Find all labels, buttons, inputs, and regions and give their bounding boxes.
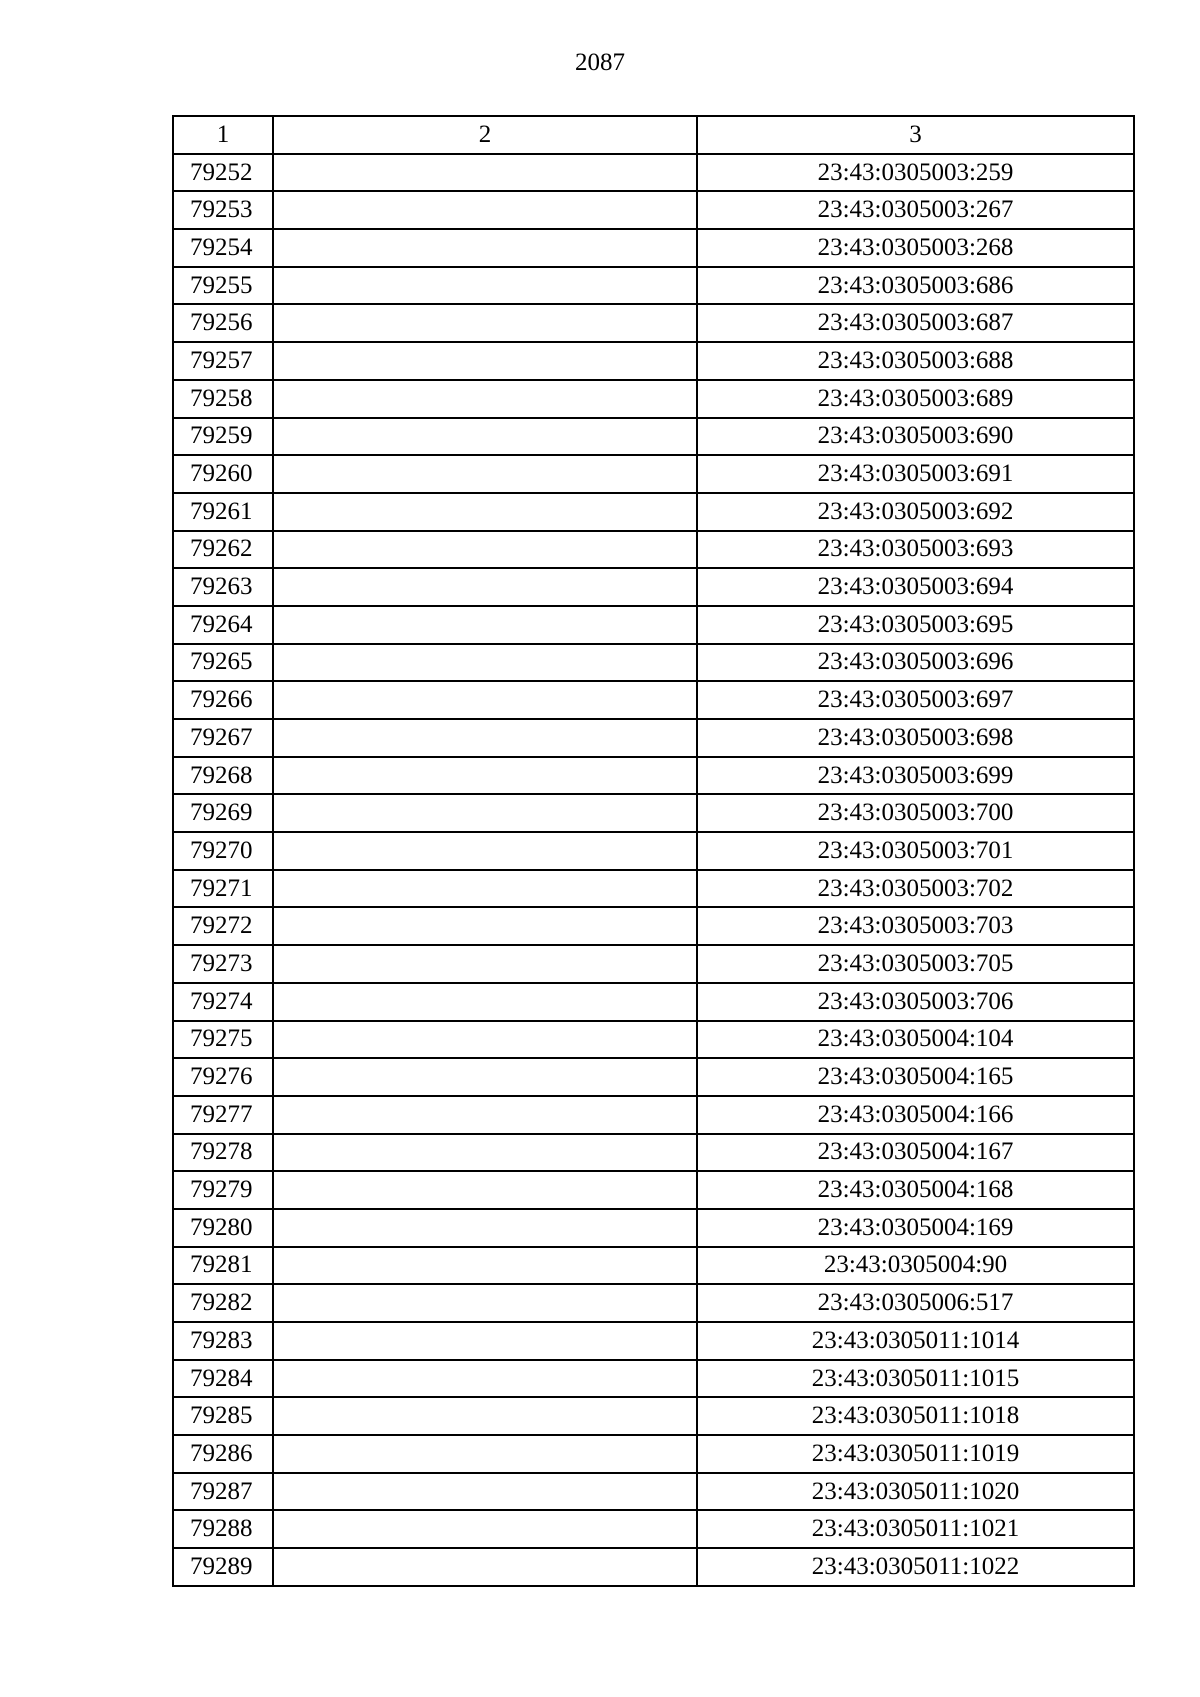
- cadastral-number-cell: 23:43:0305003:267: [697, 191, 1134, 229]
- row-description-cell: [273, 1058, 697, 1096]
- table-row: [173, 870, 1134, 908]
- table-row: [173, 1134, 1134, 1172]
- register-table: [172, 115, 1135, 1587]
- cadastral-number-cell: 23:43:0305003:690: [697, 418, 1134, 456]
- row-description-cell: [273, 719, 697, 757]
- cadastral-number-cell: 23:43:0305004:165: [697, 1058, 1134, 1096]
- row-number-cell: 79256: [173, 304, 273, 342]
- row-number-cell: 79263: [173, 568, 273, 606]
- cadastral-number-cell: 23:43:0305003:700: [697, 794, 1134, 832]
- column-header-3: 3: [697, 116, 1134, 154]
- row-description-cell: [273, 757, 697, 795]
- cadastral-number-cell: 23:43:0305003:696: [697, 644, 1134, 682]
- table-row: [173, 1548, 1134, 1586]
- row-number-cell: 79278: [173, 1134, 273, 1172]
- row-description-cell: [273, 191, 697, 229]
- table-row: [173, 719, 1134, 757]
- row-number-cell: 79284: [173, 1360, 273, 1398]
- table-row: [173, 1510, 1134, 1548]
- row-description-cell: [273, 568, 697, 606]
- cadastral-number-cell: 23:43:0305003:706: [697, 983, 1134, 1021]
- table-body: [173, 154, 1134, 1586]
- row-number-cell: 79279: [173, 1171, 273, 1209]
- row-description-cell: [273, 1397, 697, 1435]
- table-row: [173, 907, 1134, 945]
- row-number-cell: 79275: [173, 1021, 273, 1059]
- table-row: [173, 832, 1134, 870]
- row-description-cell: [273, 1134, 697, 1172]
- table-row: [173, 531, 1134, 569]
- table-row: [173, 1284, 1134, 1322]
- row-number-cell: 79283: [173, 1322, 273, 1360]
- row-number-cell: 79259: [173, 418, 273, 456]
- row-description-cell: [273, 455, 697, 493]
- row-number-cell: 79281: [173, 1247, 273, 1285]
- row-number-cell: 79265: [173, 644, 273, 682]
- cadastral-number-cell: 23:43:0305011:1021: [697, 1510, 1134, 1548]
- cadastral-number-cell: 23:43:0305004:104: [697, 1021, 1134, 1059]
- row-description-cell: [273, 1322, 697, 1360]
- page-number: 2087: [575, 49, 625, 76]
- table-row: [173, 1360, 1134, 1398]
- cadastral-number-cell: 23:43:0305003:691: [697, 455, 1134, 493]
- cadastral-number-cell: 23:43:0305004:169: [697, 1209, 1134, 1247]
- table-row: [173, 606, 1134, 644]
- table-row: [173, 945, 1134, 983]
- table-row: [173, 1021, 1134, 1059]
- table-row: [173, 1247, 1134, 1285]
- row-number-cell: 79258: [173, 380, 273, 418]
- cadastral-number-cell: 23:43:0305003:703: [697, 907, 1134, 945]
- row-description-cell: [273, 1171, 697, 1209]
- row-description-cell: [273, 1510, 697, 1548]
- table-row: [173, 493, 1134, 531]
- cadastral-number-cell: 23:43:0305011:1014: [697, 1322, 1134, 1360]
- row-number-cell: 79289: [173, 1548, 273, 1586]
- cadastral-number-cell: 23:43:0305004:167: [697, 1134, 1134, 1172]
- cadastral-number-cell: 23:43:0305003:693: [697, 531, 1134, 569]
- row-description-cell: [273, 154, 697, 192]
- row-number-cell: 79274: [173, 983, 273, 1021]
- table-row: [173, 191, 1134, 229]
- row-description-cell: [273, 229, 697, 267]
- row-description-cell: [273, 1209, 697, 1247]
- row-number-cell: 79273: [173, 945, 273, 983]
- table-row: [173, 1397, 1134, 1435]
- table-row: [173, 757, 1134, 795]
- table-row: [173, 455, 1134, 493]
- column-header-2: 2: [273, 116, 697, 154]
- row-description-cell: [273, 1284, 697, 1322]
- row-number-cell: 79286: [173, 1435, 273, 1473]
- table-row: [173, 1435, 1134, 1473]
- row-description-cell: [273, 493, 697, 531]
- cadastral-number-cell: 23:43:0305011:1018: [697, 1397, 1134, 1435]
- cadastral-number-cell: 23:43:0305011:1019: [697, 1435, 1134, 1473]
- cadastral-number-cell: 23:43:0305006:517: [697, 1284, 1134, 1322]
- row-description-cell: [273, 1021, 697, 1059]
- row-description-cell: [273, 907, 697, 945]
- row-number-cell: 79269: [173, 794, 273, 832]
- row-number-cell: 79266: [173, 681, 273, 719]
- cadastral-number-cell: 23:43:0305003:702: [697, 870, 1134, 908]
- row-number-cell: 79285: [173, 1397, 273, 1435]
- table-row: [173, 644, 1134, 682]
- row-description-cell: [273, 832, 697, 870]
- cadastral-number-cell: 23:43:0305003:694: [697, 568, 1134, 606]
- row-number-cell: 79252: [173, 154, 273, 192]
- row-number-cell: 79255: [173, 267, 273, 305]
- cadastral-number-cell: 23:43:0305003:686: [697, 267, 1134, 305]
- row-description-cell: [273, 606, 697, 644]
- row-description-cell: [273, 681, 697, 719]
- cadastral-number-cell: 23:43:0305011:1022: [697, 1548, 1134, 1586]
- table-row: [173, 229, 1134, 267]
- row-number-cell: 79280: [173, 1209, 273, 1247]
- table-row: [173, 154, 1134, 192]
- row-number-cell: 79272: [173, 907, 273, 945]
- table-row: [173, 1473, 1134, 1511]
- cadastral-number-cell: 23:43:0305003:692: [697, 493, 1134, 531]
- table-row: [173, 1058, 1134, 1096]
- cadastral-number-cell: 23:43:0305003:689: [697, 380, 1134, 418]
- row-description-cell: [273, 794, 697, 832]
- table-row: [173, 342, 1134, 380]
- row-description-cell: [273, 1473, 697, 1511]
- row-number-cell: 79257: [173, 342, 273, 380]
- table-header-row: [173, 116, 1134, 154]
- row-description-cell: [273, 267, 697, 305]
- table-row: [173, 418, 1134, 456]
- cadastral-number-cell: 23:43:0305003:698: [697, 719, 1134, 757]
- row-description-cell: [273, 983, 697, 1021]
- row-number-cell: 79282: [173, 1284, 273, 1322]
- row-number-cell: 79270: [173, 832, 273, 870]
- table-row: [173, 568, 1134, 606]
- row-number-cell: 79288: [173, 1510, 273, 1548]
- row-description-cell: [273, 418, 697, 456]
- table-row: [173, 267, 1134, 305]
- table-row: [173, 1096, 1134, 1134]
- row-description-cell: [273, 380, 697, 418]
- cadastral-number-cell: 23:43:0305004:166: [697, 1096, 1134, 1134]
- row-number-cell: 79262: [173, 531, 273, 569]
- row-description-cell: [273, 342, 697, 380]
- row-description-cell: [273, 304, 697, 342]
- cadastral-number-cell: 23:43:0305011:1020: [697, 1473, 1134, 1511]
- row-description-cell: [273, 1360, 697, 1398]
- table-row: [173, 1209, 1134, 1247]
- row-description-cell: [273, 1548, 697, 1586]
- row-number-cell: 79276: [173, 1058, 273, 1096]
- row-description-cell: [273, 1096, 697, 1134]
- row-number-cell: 79260: [173, 455, 273, 493]
- table-row: [173, 380, 1134, 418]
- table-row: [173, 681, 1134, 719]
- cadastral-number-cell: 23:43:0305004:90: [697, 1247, 1134, 1285]
- row-description-cell: [273, 870, 697, 908]
- cadastral-number-cell: 23:43:0305003:688: [697, 342, 1134, 380]
- row-description-cell: [273, 945, 697, 983]
- row-number-cell: 79277: [173, 1096, 273, 1134]
- table-row: [173, 983, 1134, 1021]
- row-description-cell: [273, 531, 697, 569]
- cadastral-number-cell: 23:43:0305003:259: [697, 154, 1134, 192]
- row-number-cell: 79254: [173, 229, 273, 267]
- row-number-cell: 79287: [173, 1473, 273, 1511]
- cadastral-number-cell: 23:43:0305004:168: [697, 1171, 1134, 1209]
- row-number-cell: 79271: [173, 870, 273, 908]
- table-row: [173, 1171, 1134, 1209]
- table-row: [173, 304, 1134, 342]
- table-row: [173, 794, 1134, 832]
- cadastral-number-cell: 23:43:0305011:1015: [697, 1360, 1134, 1398]
- cadastral-number-cell: 23:43:0305003:701: [697, 832, 1134, 870]
- cadastral-number-cell: 23:43:0305003:699: [697, 757, 1134, 795]
- row-description-cell: [273, 1435, 697, 1473]
- row-description-cell: [273, 1247, 697, 1285]
- column-header-1: 1: [173, 116, 273, 154]
- row-number-cell: 79268: [173, 757, 273, 795]
- row-description-cell: [273, 644, 697, 682]
- row-number-cell: 79267: [173, 719, 273, 757]
- cadastral-number-cell: 23:43:0305003:697: [697, 681, 1134, 719]
- table-row: [173, 1322, 1134, 1360]
- cadastral-number-cell: 23:43:0305003:268: [697, 229, 1134, 267]
- cadastral-number-cell: 23:43:0305003:695: [697, 606, 1134, 644]
- row-number-cell: 79261: [173, 493, 273, 531]
- cadastral-number-cell: 23:43:0305003:687: [697, 304, 1134, 342]
- cadastral-number-cell: 23:43:0305003:705: [697, 945, 1134, 983]
- row-number-cell: 79253: [173, 191, 273, 229]
- row-number-cell: 79264: [173, 606, 273, 644]
